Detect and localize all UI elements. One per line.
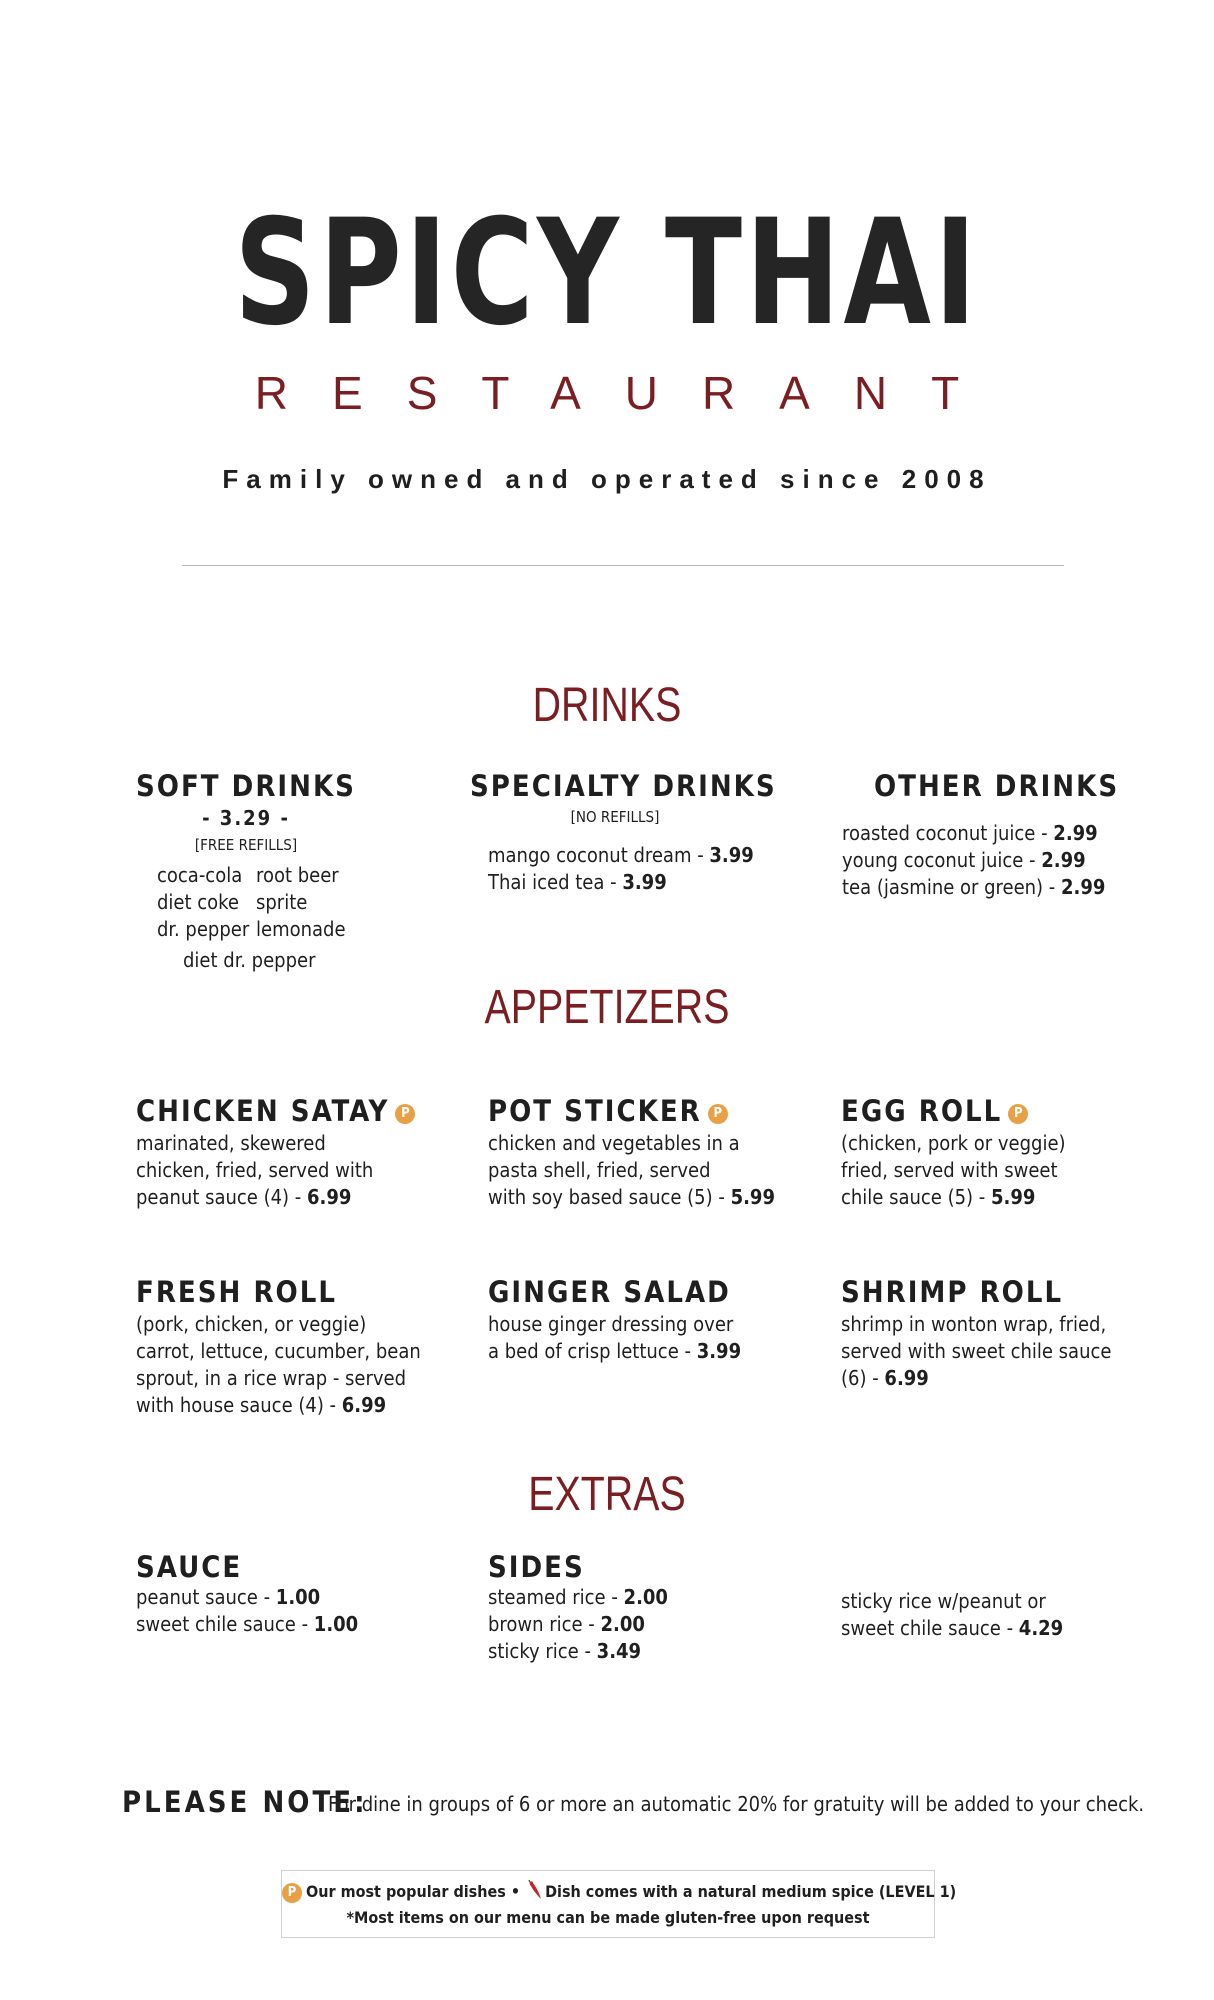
item-name: SHRIMP ROLL: [841, 1275, 1064, 1309]
item-name: SAUCE: [136, 1550, 243, 1584]
appetizer-pot-sticker: POT STICKER P chicken and vegetables in a pasta shell, fried, served with soy based sauce (5) - 5.99: [488, 1094, 775, 1209]
legend-line: [282, 1880, 957, 1903]
section-title-drinks: DRINKS: [532, 679, 682, 732]
soft-drink-item: coca-cola: [157, 863, 243, 887]
price: 1.00: [275, 1585, 321, 1609]
item-name: EGG ROLL: [841, 1094, 1003, 1128]
specialty-drinks-title: SPECIALTY DRINKS: [470, 769, 777, 803]
popular-icon: P: [282, 1883, 302, 1903]
legend-separator: •: [510, 1882, 521, 1901]
price: 3.99: [709, 843, 754, 867]
popular-icon: P: [708, 1104, 728, 1124]
price: 4.29: [1018, 1616, 1064, 1640]
price: 2.99: [1041, 848, 1086, 872]
price: 1.00: [313, 1612, 359, 1636]
tagline: Family owned and operated since 2008: [222, 464, 992, 494]
price: 3.99: [622, 870, 667, 894]
popular-icon: P: [1008, 1104, 1028, 1124]
legend-gluten-text: *Most items on our menu can be made gluten-free upon request: [346, 1908, 870, 1927]
section-title-extras: EXTRAS: [528, 1468, 686, 1521]
appetizer-shrimp-roll: SHRIMP ROLL shrimp in wonton wrap, fried, served with sweet chile sauce (6) - 6.99: [841, 1275, 1112, 1390]
extras-sticky-rice: sticky rice w/peanut or sweet chile sauce - 4.29: [841, 1589, 1064, 1640]
please-note-label: PLEASE NOTE:: [122, 1785, 368, 1819]
price: 3.99: [696, 1339, 742, 1363]
price: 3.49: [596, 1639, 642, 1663]
soft-drink-item: root beer: [256, 863, 339, 887]
item-name: FRESH ROLL: [136, 1275, 337, 1309]
soft-drink-item: sprite: [256, 890, 308, 914]
item-name: SIDES: [488, 1550, 585, 1584]
appetizer-ginger-salad: GINGER SALAD house ginger dressing over a bed of crisp lettuce - 3.99: [488, 1275, 742, 1363]
other-drinks-title: OTHER DRINKS: [874, 769, 1120, 803]
specialty-drink-item: mango coconut dream - 3.99 Thai iced tea - 3.99: [488, 843, 754, 894]
please-note-text: For dine in groups of 6 or more an automatic 20% for gratuity will be added to your check.: [328, 1792, 1145, 1816]
soft-drink-item: diet coke: [157, 890, 239, 914]
specialty-drinks-note: [NO REFILLS]: [570, 808, 660, 826]
soft-drink-item: diet dr. pepper: [183, 948, 316, 972]
price: 2.99: [1053, 821, 1098, 845]
price: 5.99: [730, 1185, 775, 1209]
soft-drink-item: dr. pepper: [157, 917, 250, 941]
soft-drinks-title: SOFT DRINKS: [136, 769, 356, 803]
specialty-drinks-block: [470, 769, 777, 826]
soft-drink-item: lemonade: [256, 917, 346, 941]
item-name: CHICKEN SATAY: [136, 1094, 390, 1128]
soft-drinks-price: - 3.29 -: [202, 806, 290, 830]
soft-drinks-note: [FREE REFILLS]: [194, 836, 298, 854]
price: 6.99: [307, 1185, 352, 1209]
legend-popular-text: Our most popular dishes: [306, 1882, 506, 1901]
price: 2.00: [600, 1612, 645, 1636]
price: 5.99: [990, 1185, 1036, 1209]
appetizer-egg-roll: EGG ROLL P (chicken, pork or veggie) fried, served with sweet chile sauce (5) - 5.99: [841, 1094, 1066, 1209]
item-name: GINGER SALAD: [488, 1275, 731, 1309]
legend-box: [281, 1870, 957, 1938]
extras-sauce: SAUCE peanut sauce - 1.00 sweet chile sauce - 1.00: [136, 1550, 359, 1636]
section-title-appetizers: APPETIZERS: [484, 981, 730, 1034]
appetizer-fresh-roll: FRESH ROLL (pork, chicken, or veggie) carrot, lettuce, cucumber, bean sprout, in a rice wrap - served with house sauce (4) - 6.99: [136, 1275, 421, 1417]
price: 2.99: [1061, 875, 1106, 899]
price: 6.99: [884, 1366, 929, 1390]
appetizer-chicken-satay: CHICKEN SATAY P marinated, skewered chicken, fried, served with peanut sauce (4) - 6.99: [136, 1097, 415, 1211]
price: 6.99: [341, 1393, 387, 1417]
item-name: POT STICKER: [488, 1094, 702, 1128]
extras-sides: SIDES steamed rice - 2.00 brown rice - 2.00 sticky rice - 3.49: [488, 1550, 668, 1663]
soft-drinks-block: [126, 769, 366, 854]
price: 2.00: [623, 1585, 668, 1609]
other-drinks-list: roasted coconut juice - 2.99 young coconut juice - 2.99 tea (jasmine or green) - 2.99: [842, 821, 1106, 899]
restaurant-title: SPICY THAI: [234, 188, 980, 358]
chili-pepper-icon: [527, 1880, 543, 1900]
popular-icon: P: [395, 1104, 415, 1124]
legend-spice-text: Dish comes with a natural medium spice (LEVEL 1): [545, 1882, 957, 1901]
restaurant-subtitle: RESTAURANT: [254, 367, 1004, 419]
header-divider: [182, 565, 1064, 566]
